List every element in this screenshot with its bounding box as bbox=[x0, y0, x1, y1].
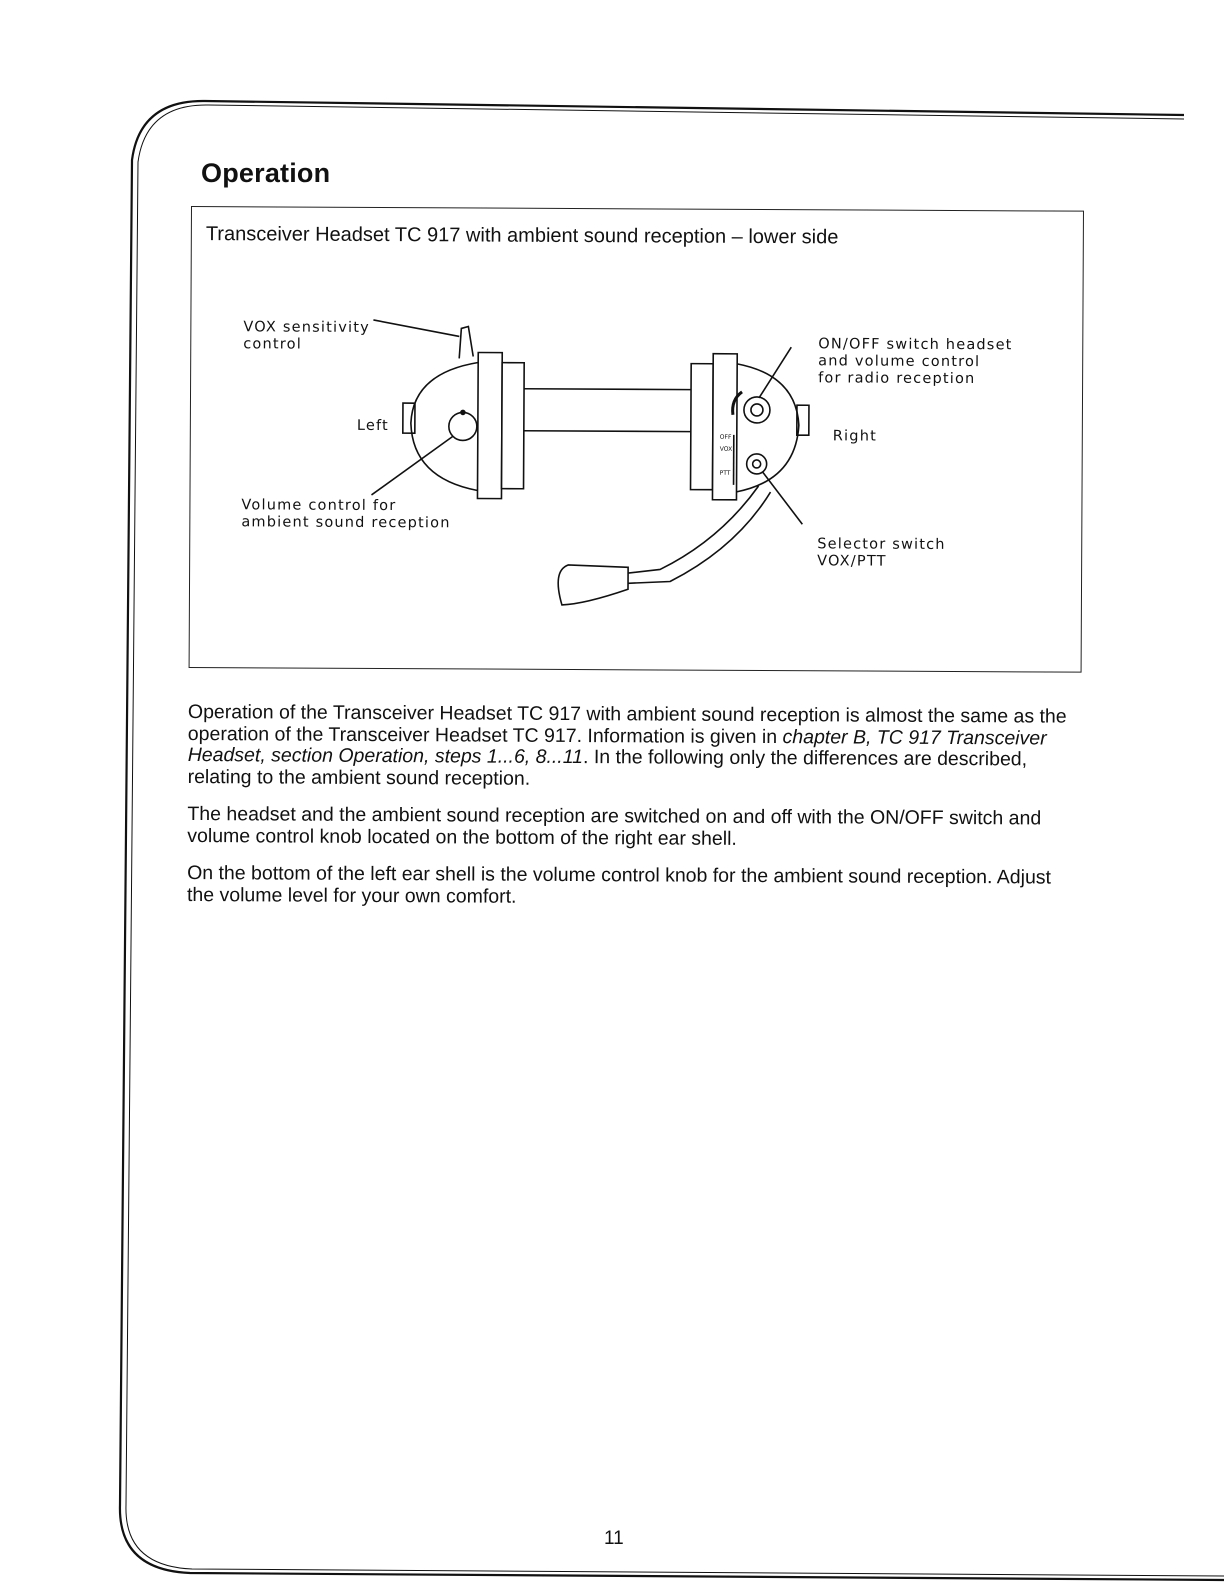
figure-caption: Transceiver Headset TC 917 with ambient sound reception – lower side bbox=[205, 223, 839, 249]
on-off-switch-label: ON/OFF switch headset and volume control for radio reception bbox=[818, 336, 1013, 388]
paragraph-3: On the bottom of the left ear shell is the volume control knob for the ambient sound reception. Adjust the volume level for your own comfort. bbox=[186, 861, 1052, 908]
page-number: 11 bbox=[604, 1528, 624, 1549]
page-heading: Operation bbox=[201, 158, 331, 188]
switch-vox-mark: VOX bbox=[719, 445, 733, 453]
paragraph-1-text: Operation of the Transceiver Headset TC 917 with ambient sound reception is almost the same as the operation of the Transceiver Headset TC 917. Information is given in bbox=[187, 701, 1067, 748]
switch-off-mark: OFF bbox=[719, 433, 732, 441]
vox-sensitivity-label: VOX sensitivity control bbox=[243, 319, 370, 353]
left-label: Left bbox=[356, 417, 389, 435]
body-text bbox=[187, 702, 1068, 927]
paragraph-1 bbox=[188, 702, 1068, 793]
right-label: Right bbox=[832, 428, 878, 445]
selector-switch-label: Selector switch VOX/PTT bbox=[817, 536, 946, 570]
paragraph-2: The headset and the ambient sound reception are switched on and off with the ON/OFF switch and volume control knob located on the bottom of the right ear shell. bbox=[187, 802, 1042, 850]
switch-ptt-mark: PTT bbox=[719, 469, 731, 477]
figure-box bbox=[189, 206, 1084, 673]
paragraph-1-text-end: . In the following only the differences are described, relating to the ambient sound reception. bbox=[187, 746, 1028, 790]
chapter-reference: chapter B, TC 917 Transceiver Headset, section Operation, steps 1...6, 8...11 bbox=[187, 725, 1047, 769]
headset-diagram bbox=[190, 207, 1085, 674]
volume-ambient-label: Volume control for ambient sound reception bbox=[241, 497, 451, 532]
